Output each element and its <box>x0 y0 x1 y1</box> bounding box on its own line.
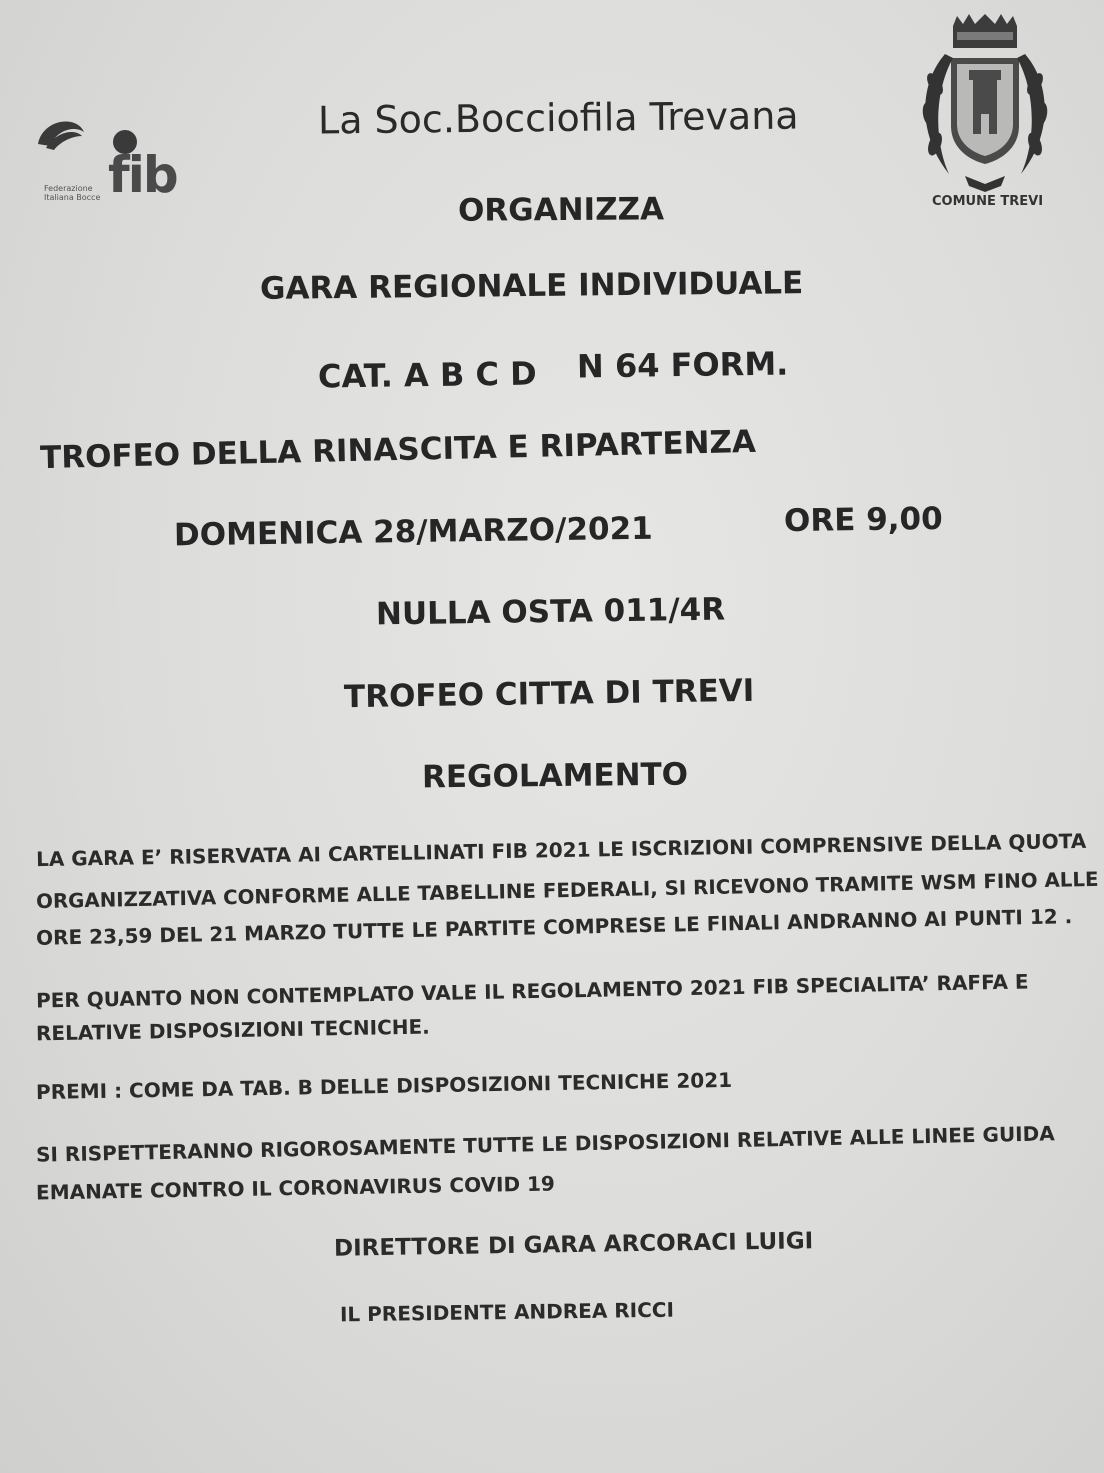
heading-trofeo-rinascita: TROFEO DELLA RINASCITA E RIPARTENZA <box>39 423 757 477</box>
fib-logo-text: fib <box>108 146 177 204</box>
page-title: La Soc.Bocciofila Trevana <box>317 93 799 143</box>
fib-subtitle-line1: Federazione <box>44 184 93 193</box>
paragraph-4-line-1: SI RISPETTERANNO RIGOROSAMENTE TUTTE LE DISPOSIZIONI RELATIVE ALLE LINEE GUIDA <box>35 1121 1055 1167</box>
fib-subtitle-line2: Italiana Bocce <box>44 193 101 202</box>
paragraph-1-line-2: ORGANIZZATIVA CONFORME ALLE TABELLINE FEDERALI, SI RICEVONO TRAMITE WSM FINO ALLE <box>35 867 1099 914</box>
heading-nulla-osta: NULLA OSTA 011/4R <box>375 591 726 633</box>
paragraph-2-line-2: RELATIVE DISPOSIZIONI TECNICHE. <box>35 1014 430 1046</box>
paragraph-4-line-2: EMANATE CONTRO IL CORONAVIRUS COVID 19 <box>35 1171 556 1205</box>
heading-gara: GARA REGIONALE INDIVIDUALE <box>259 265 804 307</box>
heading-formazioni: N 64 FORM. <box>576 344 789 386</box>
fib-logo-subtitle <box>44 184 100 202</box>
paragraph-1-line-1: LA GARA E’ RISERVATA AI CARTELLINATI FIB 2021 LE ISCRIZIONI COMPRENSIVE DELLA QUOTA <box>35 828 1087 872</box>
heading-categoria: CAT. A B C D <box>317 354 537 396</box>
heading-regolamento: REGOLAMENTO <box>421 756 689 796</box>
paragraph-3-line-1: PREMI : COME DA TAB. B DELLE DISPOSIZIONI TECNICHE 2021 <box>35 1067 733 1105</box>
heading-data: DOMENICA 28/MARZO/2021 <box>173 510 653 554</box>
heading-trofeo-citta: TROFEO CITTA DI TREVI <box>343 672 755 716</box>
heading-ora: ORE 9,00 <box>783 500 943 540</box>
heading-organizza: ORGANIZZA <box>457 191 665 229</box>
signature-direttore: DIRETTORE DI GARA ARCORACI LUIGI <box>333 1228 814 1262</box>
comune-crest-icon <box>905 14 1065 194</box>
comune-label: COMUNE TREVI <box>932 194 1044 209</box>
paragraph-2-line-1: PER QUANTO NON CONTEMPLATO VALE IL REGOLAMENTO 2021 FIB SPECIALITA’ RAFFA E <box>35 969 1029 1013</box>
paragraph-1-line-3: ORE 23,59 DEL 21 MARZO TUTTE LE PARTITE COMPRESE LE FINALI ANDRANNO AI PUNTI 12 . <box>35 904 1073 950</box>
signature-presidente: IL PRESIDENTE ANDREA RICCI <box>339 1297 675 1327</box>
